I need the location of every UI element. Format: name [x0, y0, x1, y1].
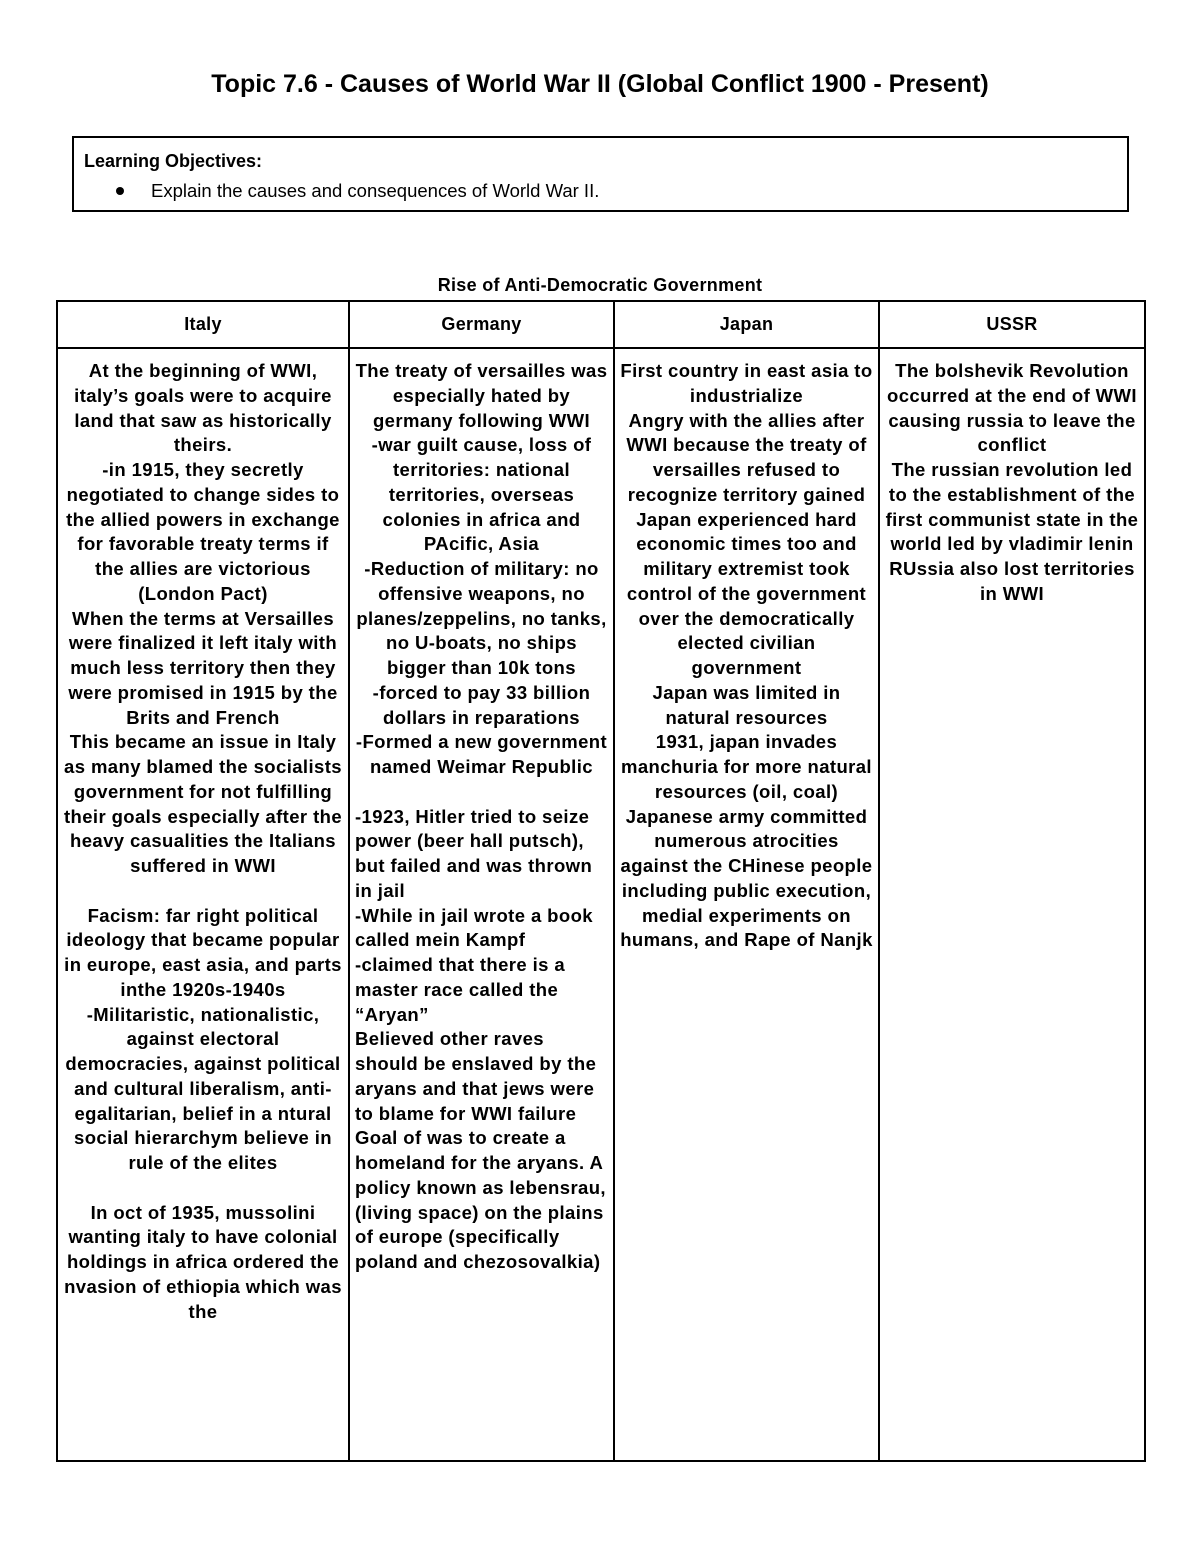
table-row: [57, 348, 1145, 1461]
table-title: Rise of Anti-Democratic Government: [437, 275, 763, 295]
causes-table: [56, 300, 1146, 1462]
cell-japan: First country in east asia to industrialize Angry with the allies after WWI because the treaty of versailles refused to recognize territory gained Japan experienced hard economic times too and military extremist took control of the government over the democratically elected civilian government Japan was limited in natural resources 1931, japan invades manchuria for more natural resources (oil, coal) Japanese army committed numerous atrocities against the CHinese people including public execution, medial experiments on humans, and Rape of Nanjk: [614, 348, 879, 1461]
learning-objectives-box: [72, 136, 1129, 212]
learning-objective-text: Explain the causes and consequences of World War II.: [151, 180, 600, 201]
learning-objectives-heading: Learning Objectives:: [84, 151, 263, 171]
header-germany: Germany: [349, 301, 614, 348]
learning-objective-item: [116, 180, 599, 202]
table-header-row: [57, 301, 1145, 348]
header-japan: Japan: [614, 301, 879, 348]
page-title: Topic 7.6 - Causes of World War II (Global Conflict 1900 - Present): [211, 70, 989, 98]
cell-germany: [349, 348, 614, 1461]
header-ussr: USSR: [879, 301, 1145, 348]
header-italy: Italy: [57, 301, 349, 348]
bullet-icon: [116, 187, 124, 195]
cell-italy: At the beginning of WWI, italy’s goals were to acquire land that saw as historically theirs. -in 1915, they secretly negotiated to change sides to the allied powers in exchange for favorable treaty terms if the allies are victorious (London Pact) When the terms at Versailles were finalized it left italy with much less territory then they were promised in 1915 by the Brits and French This became an issue in Italy as many blamed the socialists government for not fulfilling their goals especially after the heavy casualities the Italians suffered in WWI Facism: far right political ideology that became popular in europe, east asia, and parts inthe 1920s-1940s -Militaristic, nationalistic, against electoral democracies, against political and cultural liberalism, anti-egalitarian, belief in a ntural social hierarchym believe in rule of the elites In oct of 1935, mussolini wanting italy to have colonial holdings in africa ordered the nvasion of ethiopia which was the: [57, 348, 349, 1461]
cell-ussr: The bolshevik Revolution occurred at the end of WWI causing russia to leave the conflict The russian revolution led to the establishment of the first communist state in the world led by vladimir lenin RUssia also lost territories in WWI: [879, 348, 1145, 1461]
germany-text-centered: The treaty of versailles was especially hated by germany following WWI -war guilt cause, loss of territories: national territories, overseas colonies in africa and PAcific, Asia -Reduction of military: no offensive weapons, no planes/zeppelins, no tanks, no U-boats, no ships bigger than 10k tons -forced to pay 33 billion dollars in reparations -Formed a new government named Weimar Republic: [355, 360, 608, 777]
germany-spacer: [355, 780, 608, 805]
germany-text-left: -1923, Hitler tried to seize power (beer hall putsch), but failed and was thrown in jail -While in jail wrote a book called mein Kampf -claimed that there is a master race called the “Aryan” Believed other raves should be enslaved by the aryans and that jews were to blame for WWI failure Goal of was to create a homeland for the aryans. A policy known as lebensrau, (living space) on the plains of europe (specifically poland and chezosovalkia): [355, 805, 606, 1272]
